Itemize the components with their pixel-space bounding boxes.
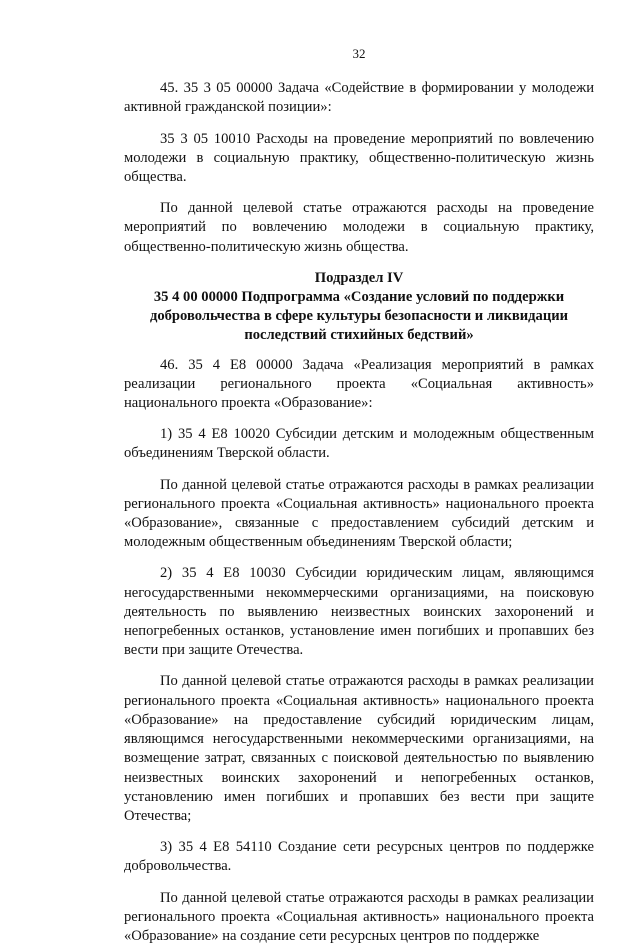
section-subtitle: Подраздел IV [314, 269, 404, 286]
paragraph-item-2: 2) 35 4 Е8 10030 Субсидии юридическим лицам, являющимся негосударственными некоммерческими организациями, на поисковую деятельность по выявлению неизвестных воинских захоронений и непогребенных останков, установление имен погибших и пропавших без вести при защите Отечества. [124, 565, 594, 659]
paragraph-item-3: 3) 35 4 Е8 54110 Создание сети ресурсных центров по поддержке добровольчества. [124, 839, 594, 875]
paragraph-expense-description: По данной целевой статье отражаются расходы на проведение мероприятий по вовлечению молодежи в социальную практику, общественно-политическую жизнь общества. [124, 200, 594, 255]
page-number: 32 [352, 46, 366, 61]
paragraph-item-1-description: По данной целевой статье отражаются расходы в рамках реализации регионального проекта «Социальная активность» национального проекта «Образование», связанные с предоставлением субсидий детским и молодежным общественным объединениям Тверской области; [124, 476, 594, 551]
section-heading [124, 269, 594, 346]
paragraph-item-1: 1) 35 4 Е8 10020 Субсидии детским и молодежным общественным объединениям Тверской области. [124, 426, 594, 462]
paragraph-expense-code: 35 3 05 10010 Расходы на проведение мероприятий по вовлечению молодежи в социальную практику, общественно-политическую жизнь общества. [124, 130, 594, 186]
paragraph-task-45: 45. 35 3 05 00000 Задача «Содействие в формировании у молодежи активной гражданской позиции»: [124, 80, 594, 116]
paragraph-task-46: 46. 35 4 Е8 00000 Задача «Реализация мероприятий в рамках реализации регионального проекта «Социальная активность» национального проекта «Образование»: [124, 356, 594, 412]
section-title: 35 4 00 00000 Подпрограмма «Создание условий по поддержки добровольчества в сфере культуры безопасности и ликвидации последствий стихийных бедствий» [149, 289, 569, 344]
paragraph-item-2-description: По данной целевой статье отражаются расходы в рамках реализации регионального проекта «Социальная активность» национального проекта «Образование» на предоставление субсидий юридическим лицам, являющимся негосударственными некоммерческими организациями, на возмещение затрат, связанных с поисковой деятельностью по выявлению неизвестных воинских захоронений и непогребенных останков, установлению имен погибших и пропавших без вести при защите Отечества; [124, 673, 594, 824]
paragraph-item-3-description: По данной целевой статье отражаются расходы в рамках реализации регионального проекта «Социальная активность» национального проекта «Образование» на создание сети ресурсных центров по поддержке [124, 889, 594, 944]
